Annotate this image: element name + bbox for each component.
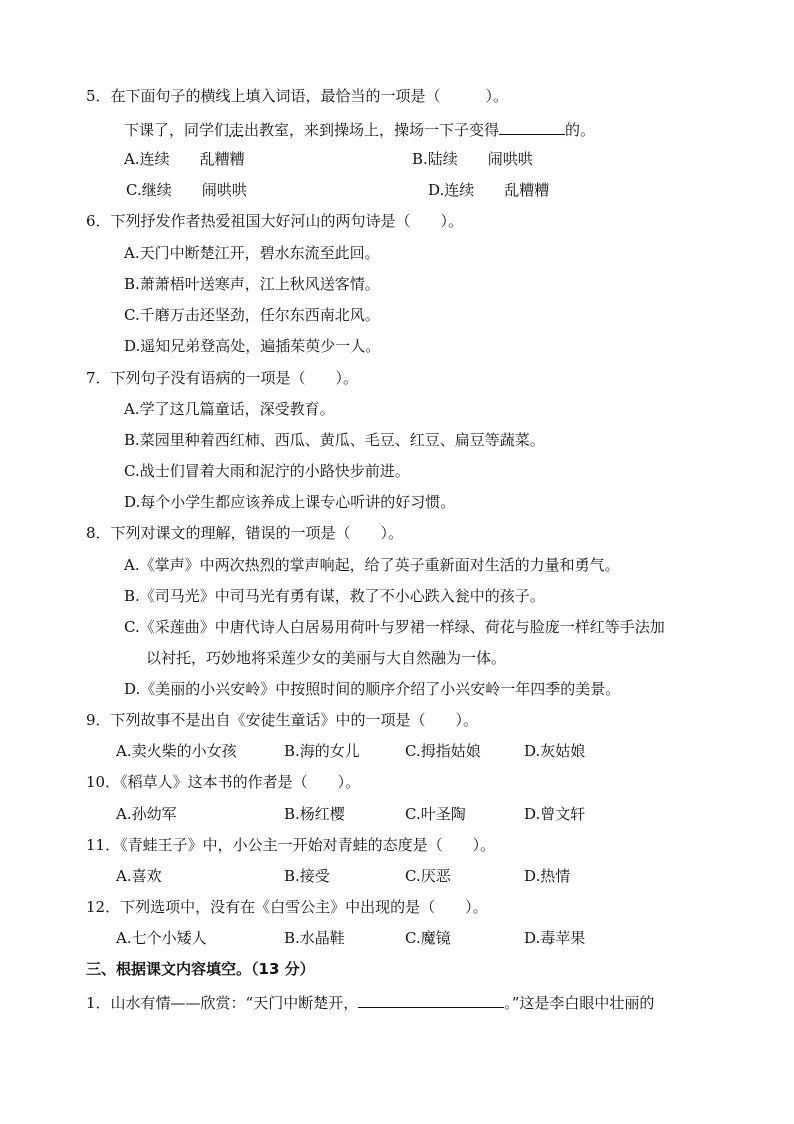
question-6-stem: 6．下列抒发作者热爱祖国大好河山的两句诗是（ ）。 [86,212,464,230]
option-a[interactable]: A.连续 乱糟糟 [124,150,245,168]
option-c[interactable]: C.继续 闹哄哄 [126,181,247,199]
question-6-option-b[interactable]: B.萧萧梧叶送寒声，江上秋风送客情。 [124,275,380,293]
option-a[interactable]: A.喜欢 [116,867,162,885]
option-c[interactable]: C.叶圣陶 [405,805,466,823]
question-8-option-d[interactable]: D.《美丽的小兴安岭》中按照时间的顺序介绍了小兴安岭一年四季的美景。 [124,680,621,698]
option-b[interactable]: B.杨红樱 [284,805,345,823]
question-7-option-d[interactable]: D.每个小学生都应该养成上课专心听讲的好习惯。 [124,493,456,511]
question-6-option-d[interactable]: D.遥知兄弟登高处，遍插茱萸少一人。 [124,337,381,355]
option-c[interactable]: C.拇指姑娘 [405,742,481,760]
question-7-option-c[interactable]: C.战士们冒着大雨和泥泞的小路快步前进。 [124,462,410,480]
question-6-option-a[interactable]: A.天门中断楚江开，碧水东流至此回。 [124,244,380,262]
question-7-option-b[interactable]: B.菜园里种着西红柿、西瓜、黄瓜、毛豆、红豆、扁豆等蔬菜。 [124,431,545,449]
question-9-options [116,741,724,763]
option-b[interactable]: B.海的女儿 [284,742,360,760]
question-9-stem: 9．下列故事不是出自《安徒生童话》中的一项是（ ）。 [86,711,479,729]
question-7-stem: 7．下列句子没有语病的一项是（ ）。 [86,369,359,387]
question-8-stem: 8．下列对课文的理解，错误的一项是（ ）。 [86,524,404,542]
question-12-options [116,928,724,950]
question-5-stem: 5．在下面句子的横线上填入词语，最恰当的一项是（ ）。 [86,87,509,105]
question-8-option-c-line-2[interactable]: 以衬托，巧妙地将采莲少女的美丽与大自然融为一体。 [146,649,507,667]
question-11-stem: 11．《青蛙王子》中，小公主一开始对青蛙的态度是（ ）。 [86,836,496,854]
option-a[interactable]: A.孙幼军 [116,805,177,823]
option-b[interactable]: B.接受 [284,867,330,885]
sentence-part-b: 出教室，来到操场上，操场一下子变得 [244,121,500,139]
option-d[interactable]: D.灰姑娘 [524,742,586,760]
section-3-heading: 三、根据课文内容填空。（13 分） [86,960,315,978]
question-10-options [116,804,724,826]
question-5-sentence [124,118,595,140]
option-d[interactable]: D.连续 乱糟糟 [428,181,550,199]
answer-blank[interactable] [358,991,504,1008]
question-5-options-row-1 [124,149,724,171]
sentence-emphasis: 走 [229,121,245,139]
option-c[interactable]: C.厌恶 [405,867,451,885]
sentence-part-a: 下课了，同学们 [124,121,230,139]
answer-blank[interactable] [499,118,565,135]
question-12-stem: 12．下列选项中，没有在《白雪公主》中出现的是（ ）。 [86,898,488,916]
option-a[interactable]: A.七个小矮人 [116,929,207,947]
fill-text-b: 。”这是李白眼中壮丽的 [504,994,655,1012]
fill-text-a: 1．山水有情——欣赏：“天门中断楚开， [86,994,359,1012]
option-d[interactable]: D.热情 [524,867,571,885]
question-8-option-c-line-1[interactable]: C.《采莲曲》中唐代诗人白居易用荷叶与罗裙一样绿、荷花与脸庞一样红等手法加 [124,618,665,636]
question-7-option-a[interactable]: A.学了这几篇童话，深受教育。 [124,400,335,418]
option-c[interactable]: C.魔镜 [405,929,451,947]
question-10-stem: 10．《稻草人》这本书的作者是（ ）。 [86,773,361,791]
fill-question-1 [86,991,654,1013]
option-a[interactable]: A.卖火柴的小女孩 [116,742,237,760]
question-8-option-b[interactable]: B.《司马光》中司马光有勇有谋，救了不小心跌入瓮中的孩子。 [124,587,545,605]
question-6-option-c[interactable]: C.千磨万击还坚劲，任尔东西南北风。 [124,306,380,324]
question-8-option-a[interactable]: A.《掌声》中两次热烈的掌声响起，给了英子重新面对生活的力量和勇气。 [124,556,620,574]
question-11-options [116,866,724,888]
option-b[interactable]: B.水晶鞋 [284,929,345,947]
option-b[interactable]: B.陆续 闹哄哄 [412,150,533,168]
option-d[interactable]: D.曾文轩 [524,805,586,823]
question-5-options-row-2 [124,180,724,202]
option-d[interactable]: D.毒苹果 [524,929,586,947]
sentence-part-c: 的。 [565,121,596,139]
